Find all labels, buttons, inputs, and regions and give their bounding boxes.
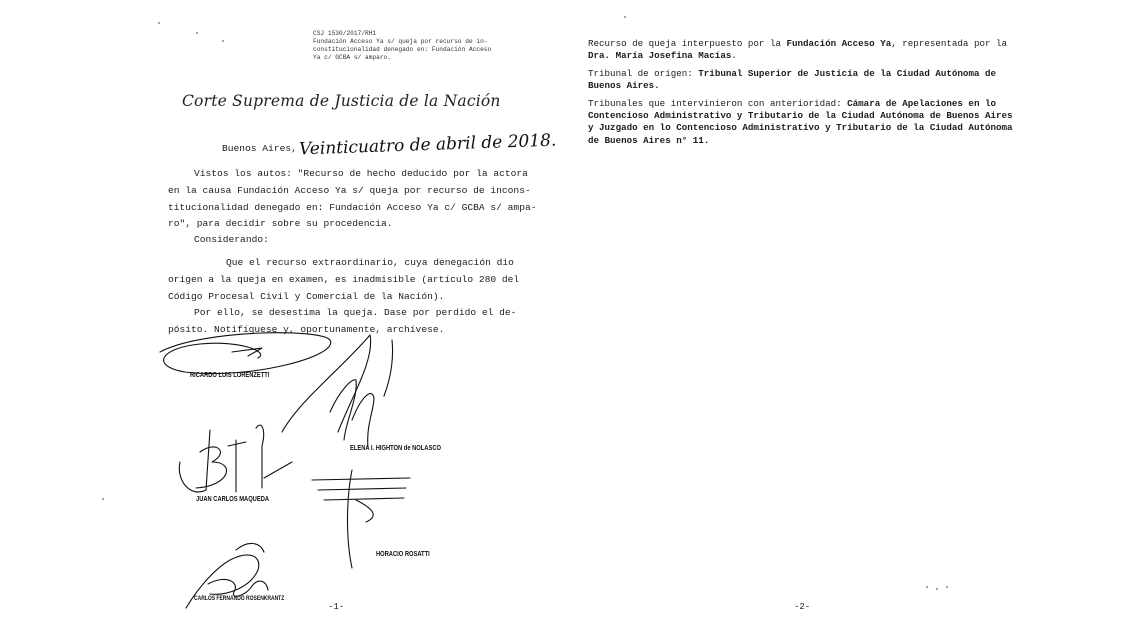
representative-name: Dra. María Josefina Macías [588,50,732,62]
text-line: origen a la queja en examen, es inadmisible (artículo 280 del [168,273,520,285]
text-line [588,50,1018,62]
signature-name-rosenkrantz: CARLOS FERNANDO ROSENKRANTZ [194,595,285,602]
tribunal-name: y Juzgado en lo Contencioso Administrativo y Tributario de la Ciudad Autónoma [588,122,1013,134]
signature-rosenkrantz-stroke [236,543,264,552]
tribunal-name: de Buenos Aires n° 11. [588,134,710,146]
signature-name-highton: ELENA I. HIGHTON de NOLASCO [350,443,441,452]
court-title: Corte Suprema de Justicia de la Nación [182,92,501,110]
signature-highton-stroke [384,340,393,396]
signature-lorenzetti-stroke [232,348,262,356]
signature-rosatti-stroke [348,470,353,568]
signature-name-maqueda: JUAN CARLOS MAQUEDA [196,494,270,503]
text-line [588,110,1018,122]
scan-speck [158,22,160,24]
page-2 [570,0,1140,642]
text-line [588,80,1018,92]
signature-highton-stroke [282,335,371,432]
signature-name-rosatti: HORACIO ROSATTI [376,549,430,558]
scan-speck [936,588,938,590]
text-line: Código Procesal Civil y Comercial de la Nación). [168,290,445,302]
recurso-paragraph [588,38,1018,62]
text-line: Considerando: [194,234,269,245]
signature-rosenkrantz-stroke [208,579,268,596]
case-header-line: Ya c/ GCBA s/ amparo. [313,54,391,61]
signature-rosatti-stroke [312,478,410,500]
page-number: -1- [328,602,345,612]
date-line [222,130,557,160]
case-header-line: constitucionalidad denegado en: Fundación Acceso [313,46,492,53]
signature-lorenzetti-stroke [160,333,331,374]
tribunal-name: Buenos Aires. [588,80,660,92]
text-line [588,135,1018,147]
tribunal-name: Tribunal Superior de Justicia de la Ciudad Autónoma de [698,68,997,79]
scan-speck [222,40,224,42]
signature-name-lorenzetti: RICARDO LUIS LORENZETTI [190,370,270,379]
text-line [588,98,1018,110]
signature-maqueda-stroke [256,425,264,488]
text-line: Vistos los autos: "Recurso de hecho deducido por la actora [194,168,528,179]
por-ello-paragraph [168,305,517,339]
text-line: titucionalidad denegado en: Fundación Acceso Ya c/ GCBA s/ ampa- [168,201,537,213]
signature-highton-stroke [352,394,374,448]
text-line: pósito. Notifíquese y, oportunamente, archívese. [168,323,445,335]
signature-maqueda-stroke [228,440,246,492]
signature-highton-stroke [330,380,356,440]
text-line: ro", para decidir sobre su procedencia. [168,218,393,230]
signature-maqueda-stroke [264,462,292,478]
scan-speck [926,586,928,588]
text-line [588,68,1018,80]
signature-maqueda-stroke [179,462,206,492]
text-run: . [731,50,737,62]
text-run: Tribunal de origen: [588,68,699,79]
tribunal-name: Cámara de Apelaciones en lo [847,98,997,109]
text-run: Tribunales que intervinieron con anterioridad: [588,98,848,109]
que-paragraph [168,255,520,305]
signature-rosatti-stroke [356,500,373,522]
date-prefix: Buenos Aires, [222,143,297,154]
text-line: en la causa Fundación Acceso Ya s/ queja por recurso de incons- [168,184,531,196]
text-line: Que el recurso extraordinario, cuya denegación dio [226,257,514,268]
text-run: Recurso de queja interpuesto por la [588,38,787,49]
tribunales-anteriores-paragraph [588,98,1018,147]
page-number: -2- [794,602,811,612]
handwritten-date: Veinticuatro de abril de 2018. [298,130,557,160]
party-name: Fundación Acceso Ya [786,38,892,49]
tribunal-name: Contencioso Administrativo y Tributario de la Ciudad Autónoma de Buenos Aires [588,110,1013,122]
text-line [588,38,1018,50]
case-header [313,30,503,62]
considerando-heading [168,232,498,249]
signature-maqueda-stroke [196,430,227,490]
case-header-line: Fundación Acceso Ya s/ queja por recurso de in- [313,38,488,45]
text-line [588,122,1018,134]
tribunal-origen-paragraph [588,68,1018,92]
text-line: Por ello, se desestima la queja. Dase por perdido el de- [194,307,517,318]
text-run: , representada por la [891,38,1008,49]
vistos-paragraph [168,166,537,233]
scan-speck [196,32,198,34]
case-header-line: CSJ 1530/2017/RH1 [313,30,377,37]
scan-speck [102,498,104,500]
scan-speck [624,16,626,18]
scan-speck [946,586,948,588]
